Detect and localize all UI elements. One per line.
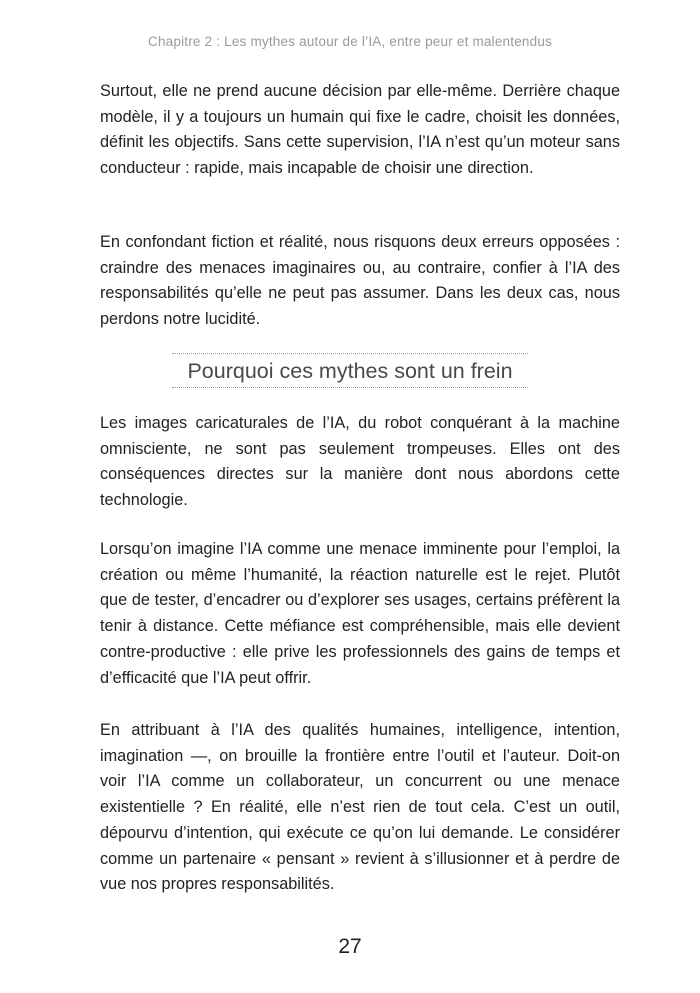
paragraph-2: En confondant fiction et réalité, nous risquons deux erreurs opposées : craindre des menaces imaginaires ou, au contraire, confier à l’IA des responsabilités qu’elle ne peut pas assumer. Dans les deux cas, nous perdons notre lucidité. [100,233,620,329]
section-heading: Pourquoi ces mythes sont un frein [187,359,513,383]
section-heading-block [0,353,700,388]
paragraph-4: Lorsqu’on imagine l’IA comme une menace imminente pour l’emploi, la création ou même l’humanité, la réaction naturelle est le rejet. Plutôt que de tester, d’encadrer ou d’explorer ses usages, certains préfèrent la tenir à distance. Cette méfiance est compréhensible, mais elle devient contre-productive : elle prive les professionnels des gains de temps et d’efficacité que l’IA peut offrir. [100,540,620,687]
heading-rule-bottom [172,387,528,388]
paragraph-5: En attribuant à l’IA des qualités humaines, intelligence, intention, imagination —, on brouille la frontière entre l’outil et l’auteur. Doit-on voir l’IA comme un collaborateur, un concurrent ou une menace existentielle ? En réalité, elle n’est rien de tout cela. C’est un outil, dépourvu d’intention, qui exécute ce qu’on lui demande. Le considérer comme un partenaire « pensant » revient à s’illusionner et à perdre de vue nos propres responsabilités. [100,721,620,894]
paragraph-3: Les images caricaturales de l’IA, du robot conquérant à la machine omnisciente, ne sont pas seulement trompeuses. Elles ont des conséquences directes sur la manière dont nous abordons cette technologie. [100,414,620,510]
paragraph-1: Surtout, elle ne prend aucune décision par elle-même. Derrière chaque modèle, il y a toujours un humain qui fixe le cadre, choisit les données, définit les objectifs. Sans cette supervision, l’IA n’est qu’un moteur sans conducteur : rapide, mais incapable de choisir une direction. [100,82,620,178]
page-number: 27 [338,935,362,958]
running-header: Chapitre 2 : Les mythes autour de l’IA, entre peur et malentendus [148,34,552,49]
